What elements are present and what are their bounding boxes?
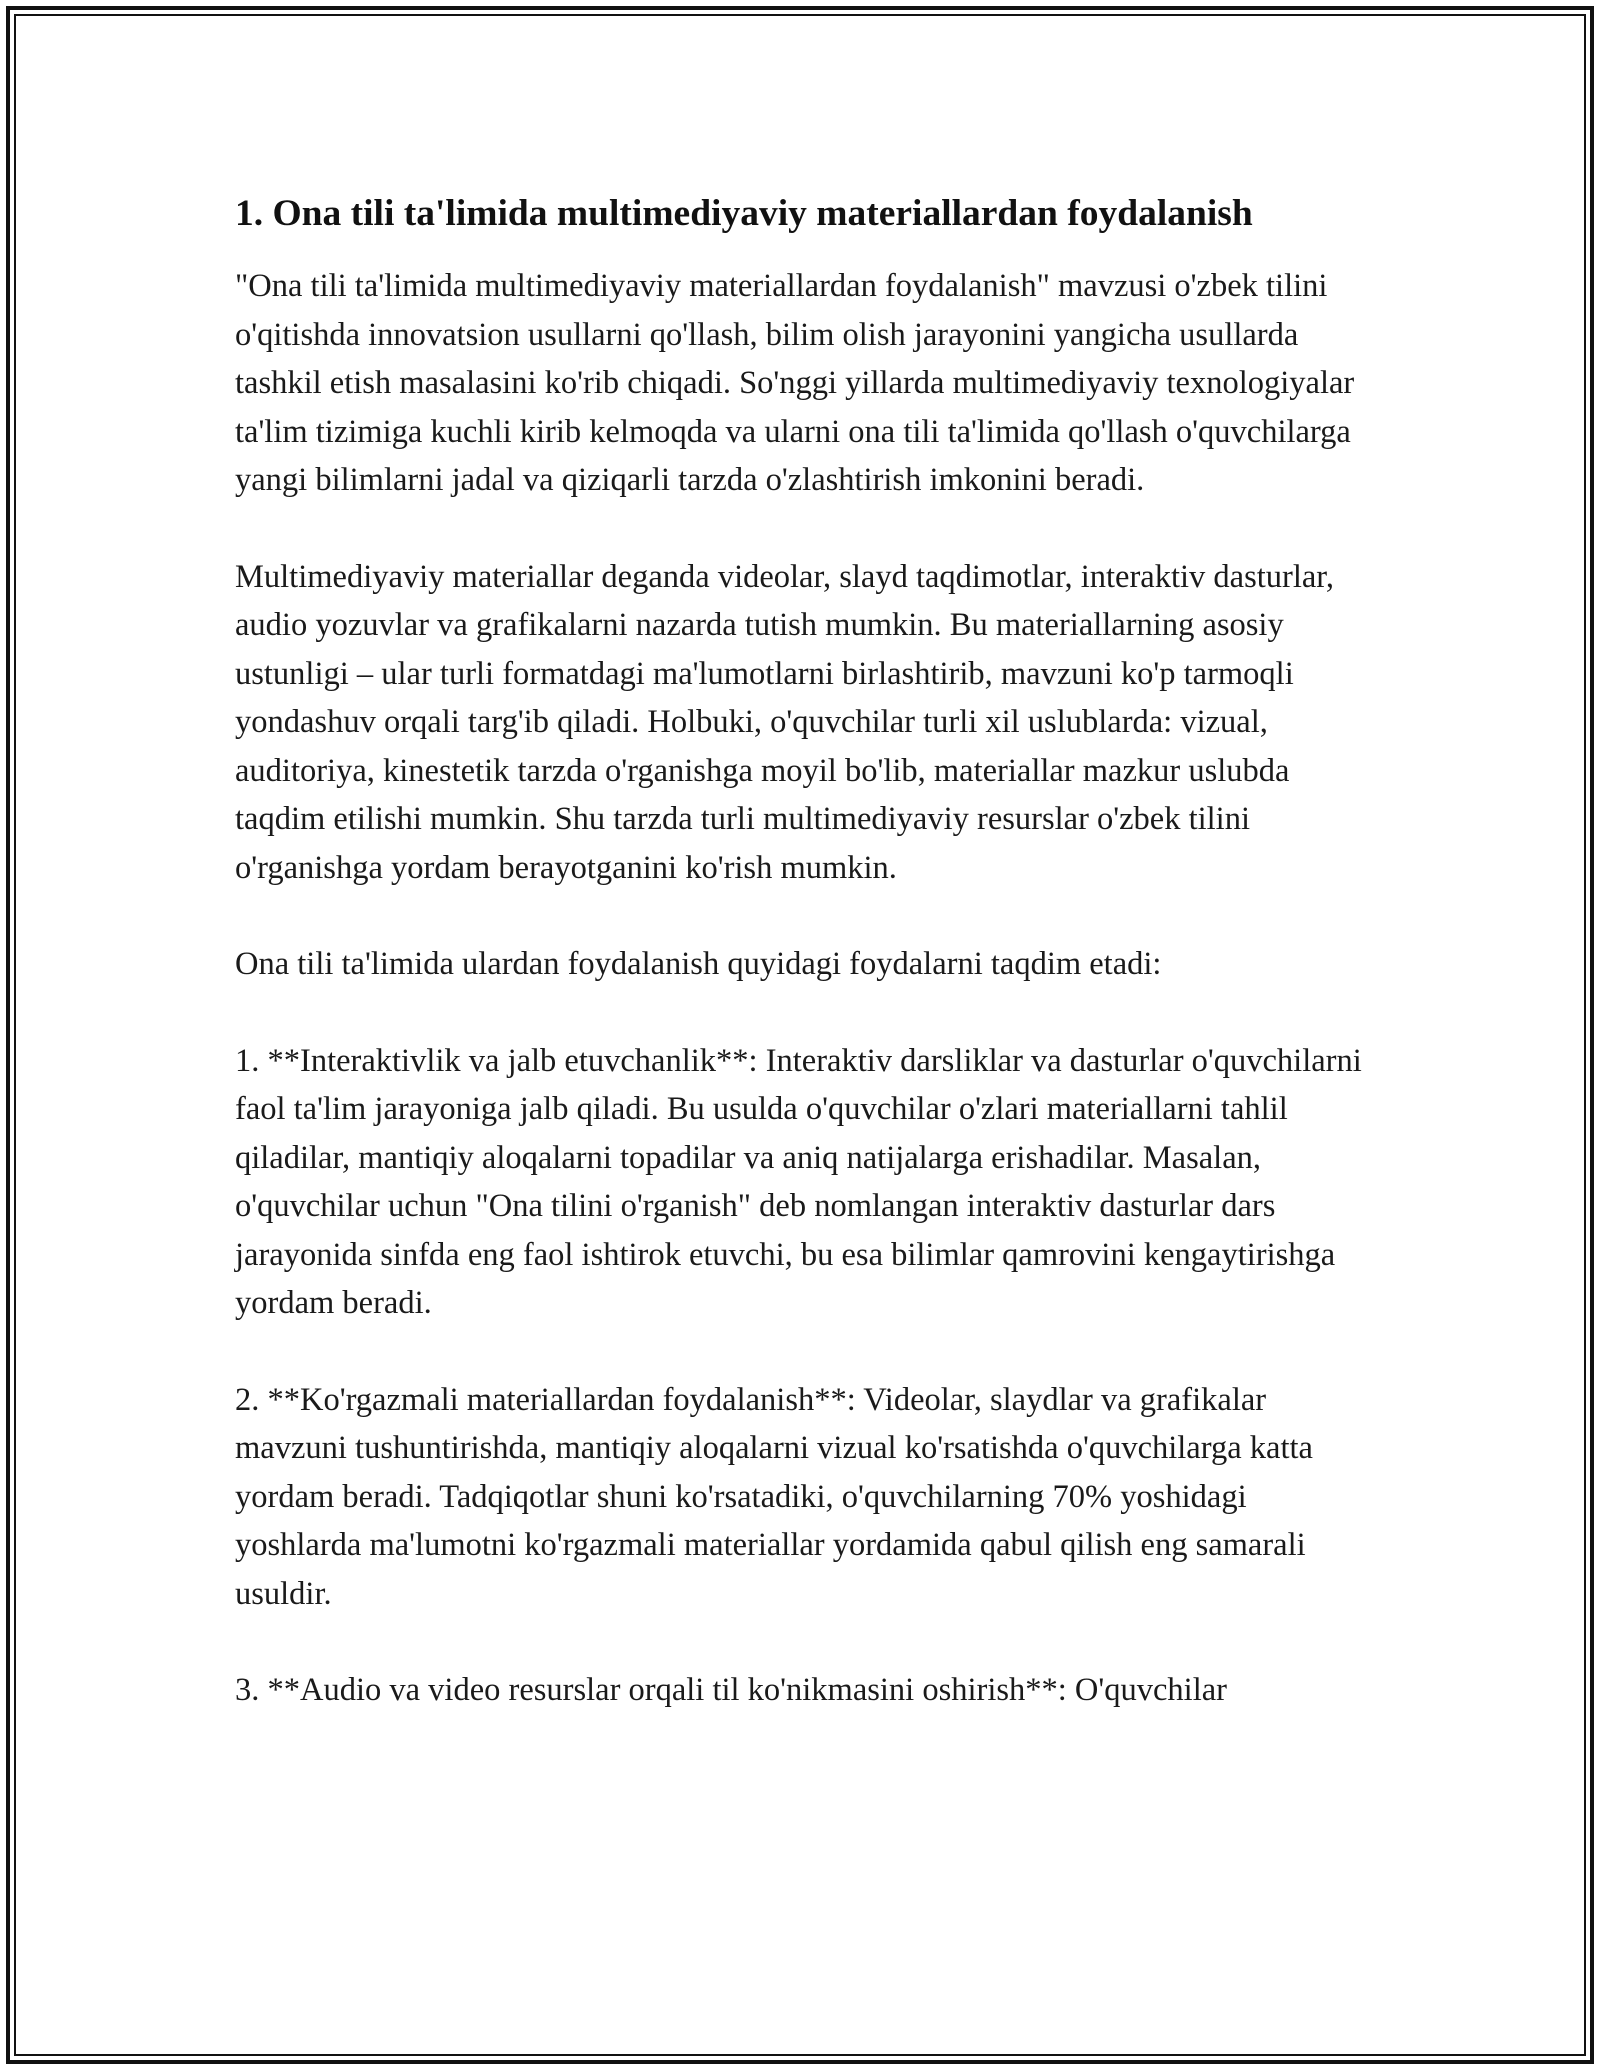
paragraph-multimedia-definition: Multimediyaviy materiallar deganda videolar, slayd taqdimotlar, interaktiv dasturlar, audio yozuvlar va grafikalarni nazarda tutish mumkin. Bu materiallarning asosiy ustunligi – ular turli formatdagi ma'lumotlarni birlashtirib, mavzuni ko'p tarmoqli yondashuv orqali targ'ib qiladi. Holbuki, o'quvchilar turli xil uslublarda: vizual, auditoriya, kinestetik tarzda o'rganishga moyil bo'lib, materiallar mazkur uslubda taqdim etilishi mumkin. Shu tarzda turli multimediyaviy resurslar o'zbek tilini o'rganishga yordam berayotganini ko'rish mumkin. <box>235 558 1334 886</box>
document-body <box>235 186 1375 1763</box>
list-item-interactivity: 1. **Interaktivlik va jalb etuvchanlik**: Interaktiv darsliklar va dasturlar o'quvchilarni faol ta'lim jarayoniga jalb qiladi. Bu usulda o'quvchilar o'zlari materiallarni tahlil qiladilar, mantiqiy aloqalarni topadilar va aniq natijalarga erishadilar. Masalan, o'quvchilar uchun "Ona tilini o'rganish" deb nomlangan interaktiv dasturlar dars jarayonida sinfda eng faol ishtirok etuvchi, bu esa bilimlar qamrovini kengaytirishga yordam beradi. <box>235 1042 1362 1321</box>
list-item-visual-materials: 2. **Ko'rgazmali materiallardan foydalanish**: Videolar, slaydlar va grafikalar mavzuni tushuntirishda, mantiqiy aloqalarni vizual ko'rsatishda o'quvchilarga katta yordam beradi. Tadqiqotlar shuni ko'rsatadiki, o'quvchilarning 70% yoshidagi yoshlarda ma'lumotni ko'rgazmali materiallar yordamida qabul qilish eng samarali usuldir. <box>235 1381 1313 1612</box>
list-item-audio-video: 3. **Audio va video resurslar orqali til ko'nikmasini oshirish**: O'quvchilar <box>235 1672 1227 1708</box>
paragraph-benefits-lead: Ona tili ta'limida ulardan foydalanish quyidagi foydalarni taqdim etadi: <box>235 946 1162 982</box>
paragraph-intro: "Ona tili ta'limida multimediyaviy materiallardan foydalanish" mavzusi o'zbek tilini o'qitishda innovatsion usullarni qo'llash, bilim olish jarayonini yangicha usullarda tashkil etish masalasini ko'rib chiqadi. So'nggi yillarda multimediyaviy texnologiyalar ta'lim tizimiga kuchli kirib kelmoqda va ularni ona tili ta'limida qo'llash o'quvchilarga yangi bilimlarni jadal va qiziqarli tarzda o'zlashtirish imkonini beradi. <box>235 268 1355 498</box>
document-title: 1. Ona tili ta'limida multimediyaviy materiallardan foydalanish <box>235 193 1253 234</box>
